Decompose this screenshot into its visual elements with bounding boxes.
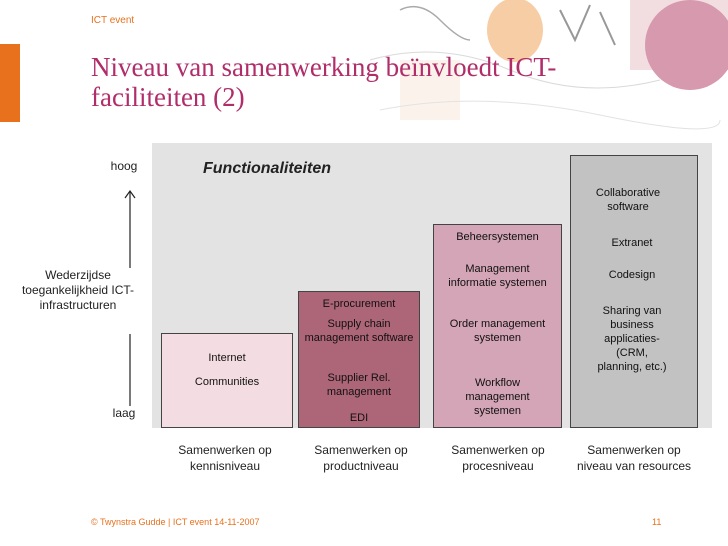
y-axis-high-label: hoog [110, 159, 138, 173]
item-line: Communities [194, 376, 260, 388]
item-e-procurement [298, 297, 420, 311]
item-line: Order management [449, 318, 546, 330]
category-line: productniveau [323, 459, 399, 473]
y-axis-label-line: toegankelijkheid ICT- [21, 283, 135, 297]
item-line: Workflow [474, 377, 521, 389]
item-line: E-procurement [322, 298, 396, 310]
item-line: systemen [473, 332, 522, 344]
footer-text: © Twynstra Gudde | ICT event 14-11-2007 [91, 517, 260, 527]
slide-title: Niveau van samenwerking beïnvloedt ICT-faciliteiten (2) [91, 52, 557, 112]
item-internet [161, 351, 293, 365]
item-line: Supplier Rel. [327, 372, 391, 384]
category-line: Samenwerken op [451, 443, 545, 457]
item-line: Sharing van [602, 305, 662, 317]
category-kennisniveau [157, 442, 293, 474]
item-order-management [433, 317, 562, 345]
item-line: systemen [473, 405, 522, 417]
item-line: software [607, 201, 649, 213]
item-line: (CRM, [616, 347, 648, 359]
item-supply-chain [298, 317, 420, 345]
category-line: Samenwerken op [178, 443, 272, 457]
item-line: management software [304, 332, 414, 344]
item-supplier-rel [298, 371, 420, 399]
category-productniveau [293, 442, 429, 474]
category-line: niveau van resources [576, 459, 692, 473]
item-line: Internet [208, 352, 246, 364]
y-axis-label-line: infrastructuren [39, 298, 117, 312]
item-sharing-business-applicaties [574, 304, 690, 374]
item-line: EDI [349, 412, 369, 424]
item-line: planning, etc.) [597, 361, 667, 373]
item-line: informatie systemen [448, 277, 547, 289]
category-line: procesniveau [462, 459, 534, 473]
item-edi [298, 411, 420, 425]
item-line: Codesign [608, 269, 656, 281]
item-communities [161, 375, 293, 389]
item-line: Supply chain [327, 318, 391, 330]
header-label: ICT event [91, 15, 135, 26]
panel-title: Functionaliteiten [203, 160, 331, 177]
category-line: Samenwerken op [587, 443, 681, 457]
item-line: management [326, 386, 392, 398]
category-line: kennisniveau [189, 459, 261, 473]
item-line: applicaties- [604, 333, 660, 345]
item-line: Extranet [611, 237, 653, 249]
y-axis-low-label: laag [112, 406, 136, 420]
category-line: Samenwerken op [314, 443, 408, 457]
item-beheersystemen [433, 230, 562, 244]
page-number: 11 [652, 517, 662, 527]
item-line: management [465, 391, 530, 403]
item-line: Beheersystemen [456, 231, 539, 243]
item-line: business [610, 319, 654, 331]
bar-productniveau [298, 291, 420, 428]
item-line: Collaborative [595, 187, 661, 199]
category-procesniveau [430, 442, 566, 474]
accent-bar [0, 44, 20, 122]
category-resources [566, 442, 702, 474]
item-management-informatie [433, 262, 562, 290]
item-extranet [574, 236, 690, 250]
y-axis-label [8, 268, 148, 313]
item-workflow-management [433, 376, 562, 418]
item-codesign [574, 268, 690, 282]
item-line: Management [465, 263, 530, 275]
item-collaborative-software [570, 186, 686, 214]
y-axis-label-line: Wederzijdse [45, 268, 111, 282]
